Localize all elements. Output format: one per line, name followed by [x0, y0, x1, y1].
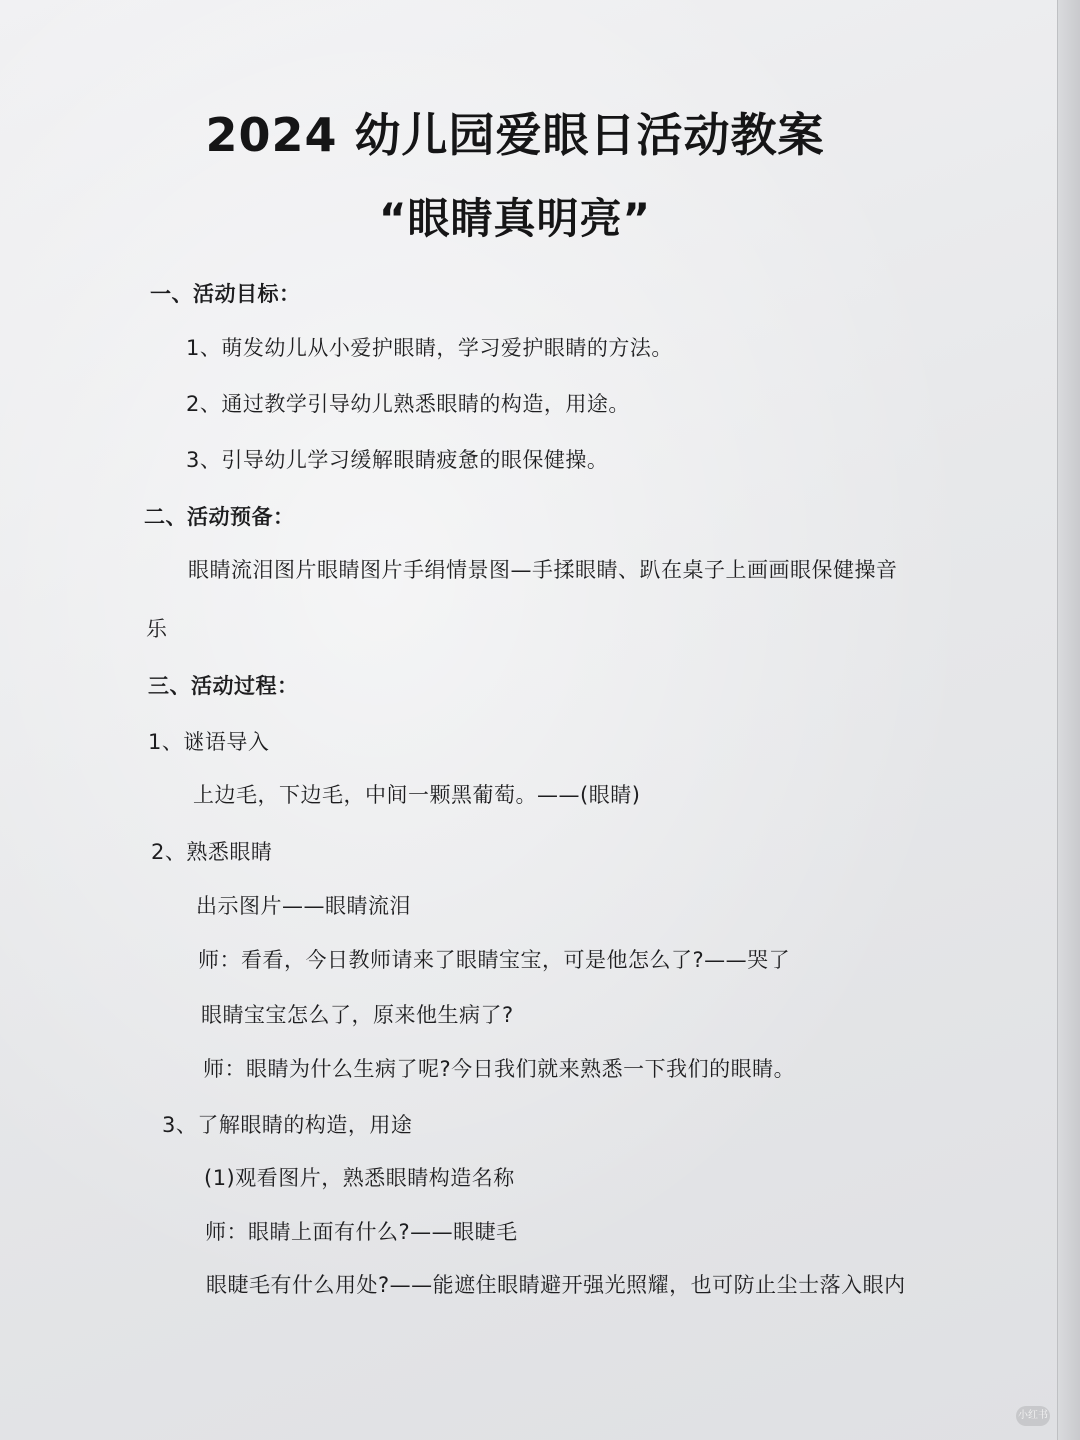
preparation-line-1: 眼睛流泪图片眼睛图片手绢情景图—手揉眼睛、趴在桌子上画画眼保健操音	[188, 558, 898, 582]
goal-item-3: 3、引导幼儿学习缓解眼睛疲惫的眼保健操。	[186, 448, 609, 472]
goal-item-2: 2、通过教学引导幼儿熟悉眼睛的构造，用途。	[186, 392, 630, 416]
section2-heading: 二、活动预备：	[144, 505, 295, 529]
step2-line-1: 出示图片——眼睛流泪	[196, 894, 411, 918]
step2-line-3: 眼睛宝宝怎么了，原来他生病了?	[201, 1003, 514, 1027]
step2-label: 2、熟悉眼睛	[151, 840, 273, 864]
step3-line-1: (1)观看图片，熟悉眼睛构造名称	[204, 1166, 515, 1190]
preparation-line-2: 乐	[146, 617, 168, 641]
step1-line-1: 上边毛，下边毛，中间一颗黑葡萄。——(眼睛)	[193, 783, 641, 807]
step3-line-3: 眼睫毛有什么用处?——能遮住眼睛避开强光照耀，也可防止尘士落入眼内	[206, 1273, 906, 1297]
document-subtitle: “眼睛真明亮”	[378, 194, 652, 243]
step1-label: 1、谜语导入	[148, 730, 270, 754]
section1-heading: 一、活动目标：	[150, 282, 301, 306]
document-title: 2024 幼儿园爱眼日活动教案	[205, 108, 825, 162]
goal-item-1: 1、萌发幼儿从小爱护眼睛，学习爱护眼睛的方法。	[186, 336, 673, 360]
section3-heading: 三、活动过程：	[148, 674, 299, 698]
page-edge	[1057, 0, 1080, 1440]
step2-line-2: 师：看看，今日教师请来了眼睛宝宝，可是他怎么了?——哭了	[198, 948, 791, 972]
step2-line-4: 师：眼睛为什么生病了呢?今日我们就来熟悉一下我们的眼睛。	[203, 1057, 796, 1081]
step3-line-2: 师：眼睛上面有什么?——眼睫毛	[205, 1220, 518, 1244]
watermark-badge: 小红书	[1016, 1406, 1050, 1426]
step3-label: 3、了解眼睛的构造，用途	[162, 1113, 413, 1137]
